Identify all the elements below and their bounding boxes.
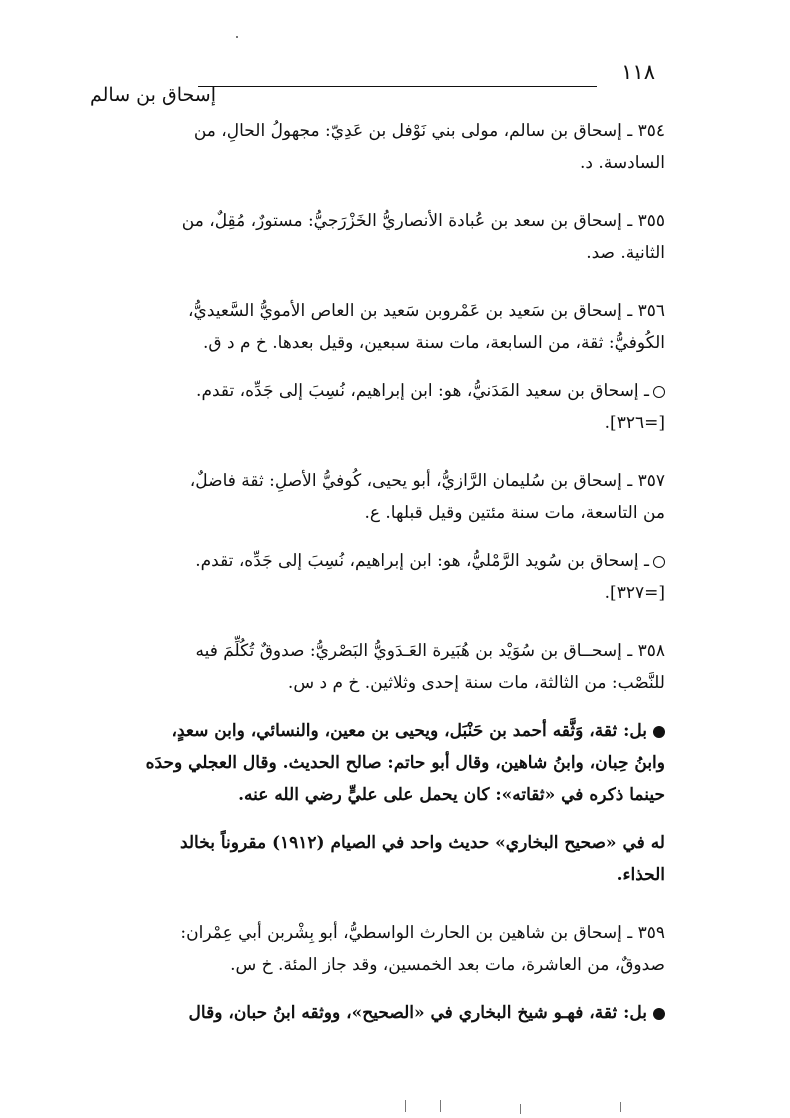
- entry-line: الكُوفيُّ: ثقة، من السابعة، مات سنة سبعين، وقيل بعدها. خ م د ق.: [202, 333, 665, 353]
- entry-line: له في «صحيح البخاري» حديث واحد في الصيام (١٩١٢) مقروناً بخالد: [179, 833, 665, 853]
- entry-line: [=٣٢٧].: [604, 583, 665, 603]
- entry-line: بل: ثقة، فهـو شيخ البخاري في «الصحيح»، ووثقه ابنُ حبان، وقال: [188, 1003, 647, 1023]
- entry-line: الحذاء.: [616, 865, 665, 885]
- bullet-dot-icon: [653, 1008, 665, 1020]
- crossref-ishaq-ibn-said: [90, 375, 665, 439]
- bullet-dot-icon: [653, 726, 665, 738]
- entry-line: صدوقٌ، من العاشرة، مات بعد الخمسين، وقد جاز المئة. خ س.: [230, 955, 665, 975]
- scan-speck: [236, 36, 238, 38]
- entry-line: ٣٥٥ ـ إسحاق بن سعد بن عُبادة الأنصاريُّ الخَزْرَجيُّ: مستورٌ، مُقِلٌ، من: [181, 211, 665, 231]
- note-bukhari-hadith: [90, 827, 665, 891]
- page-header: [90, 60, 655, 110]
- entry-line: للنَّصْب: من الثالثة، مات سنة إحدى وثلاثين. خ م د س.: [287, 673, 665, 693]
- entry-354: [90, 115, 665, 179]
- entry-line: ـ إسحاق بن سُويد الرَّمْليُّ، هو: ابن إبراهيم، نُسِبَ إلى جَدِّه، تقدم.: [195, 551, 649, 571]
- note-358: [90, 715, 665, 811]
- entry-356: [90, 295, 665, 359]
- running-head: إسحاق بن سالم: [90, 84, 216, 106]
- entry-line: بل: ثقة، وَثَّقه أحمد بن حَنْبَل، ويحيى بن معين، والنسائي، وابن سعدٍ،: [171, 721, 647, 741]
- entry-line: ٣٥٩ ـ إسحاق بن شاهين بن الحارث الواسطيُّ، أبو بِشْربن أبي عِمْران:: [180, 923, 665, 943]
- scan-speck: [440, 1100, 441, 1112]
- entry-line: وابنُ حِبان، وابنُ شاهين، وقال أبو حاتم: صالح الحديث. وقال العجلي وحدَه: [145, 753, 665, 773]
- entry-line: السادسة. د.: [580, 153, 665, 173]
- page-number: ١١٨: [621, 60, 655, 84]
- entries-body: [90, 115, 665, 1029]
- entry-line: ٣٥٨ ـ إسحــاق بن سُوَيْد بن هُبَيرة العَـدَويُّ البَصْريُّ: صدوقٌ تُكُلِّمَ فيه: [195, 641, 665, 661]
- entry-line: ٣٥٤ ـ إسحاق بن سالم، مولى بني نَوْفل بن عَدِيّ: مجهولُ الحالِ، من: [193, 121, 665, 141]
- entry-line: من التاسعة، مات سنة مئتين وقيل قبلها. ع.: [364, 503, 665, 523]
- entry-357: [90, 465, 665, 529]
- circle-marker-icon: [653, 556, 665, 568]
- entry-line: حينما ذكره في «ثقاته»: كان يحمل على عليٍّ رضي الله عنه.: [238, 785, 665, 805]
- entry-line: ٣٥٧ ـ إسحاق بن سُليمان الرَّازيُّ، أبو يحيى، كُوفيُّ الأصلِ: ثقة فاضلٌ،: [189, 471, 665, 491]
- entry-line: [=٣٢٦].: [604, 413, 665, 433]
- entry-line: ـ إسحاق بن سعيد المَدَنيُّ، هو: ابن إبراهيم، نُسِبَ إلى جَدِّه، تقدم.: [196, 381, 649, 401]
- scan-speck: [405, 1100, 406, 1112]
- entry-359: [90, 917, 665, 981]
- entry-355: [90, 205, 665, 269]
- header-rule: [198, 86, 597, 87]
- crossref-ishaq-ibn-suwaid: [90, 545, 665, 609]
- scan-speck: [520, 1104, 521, 1114]
- entry-line: الثانية. صد.: [586, 243, 665, 263]
- note-359: [90, 997, 665, 1029]
- scan-speck: [620, 1102, 621, 1112]
- entry-358: [90, 635, 665, 699]
- circle-marker-icon: [653, 386, 665, 398]
- entry-line: ٣٥٦ ـ إسحاق بن سَعيد بن عَمْروبن سَعيد بن العاص الأمويُّ السَّعيديُّ،: [188, 301, 665, 321]
